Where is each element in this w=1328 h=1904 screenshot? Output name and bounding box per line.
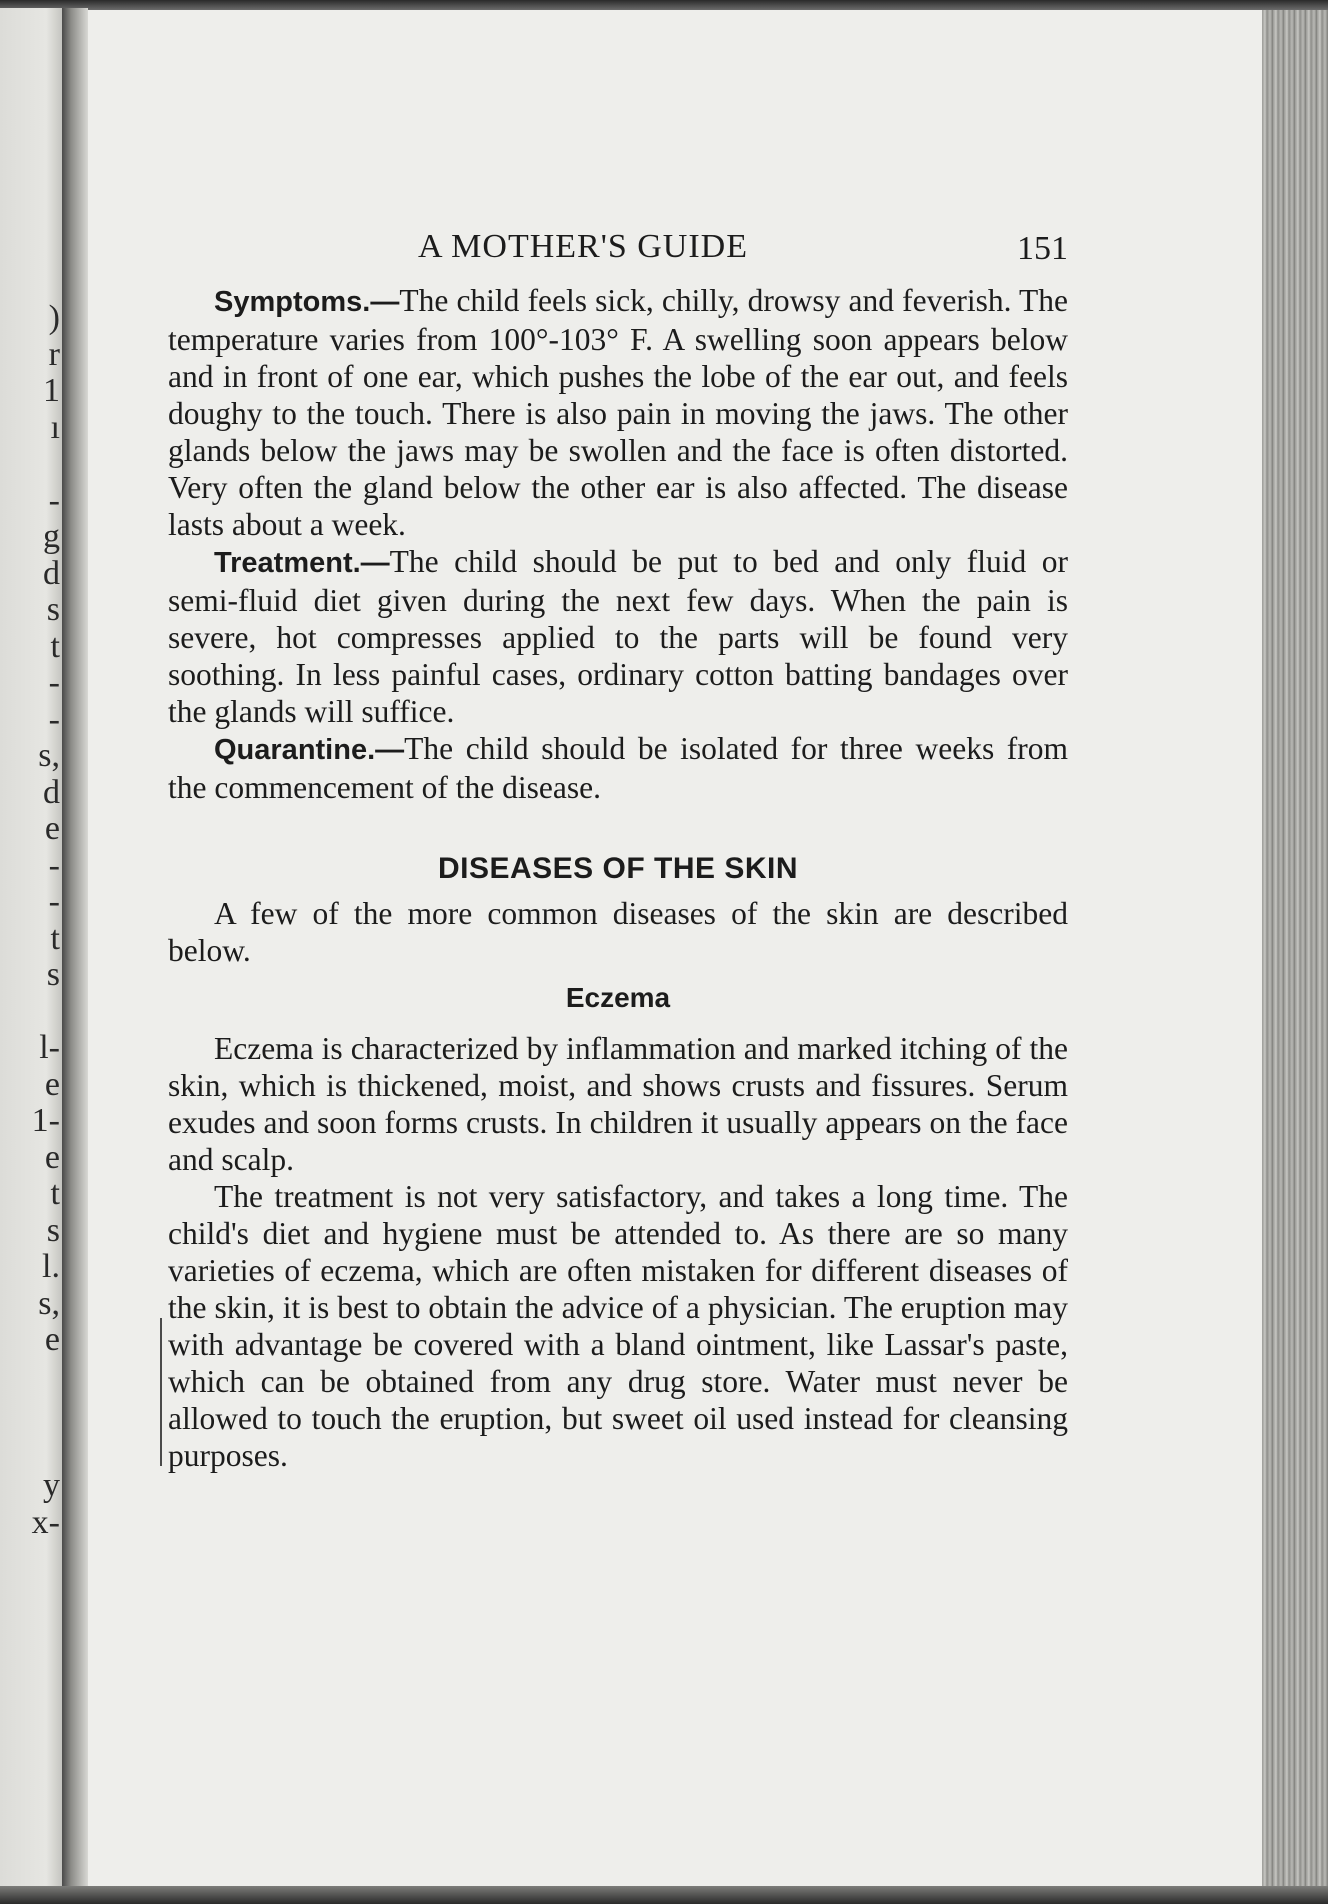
previous-page-fragment: l- bbox=[39, 1030, 60, 1066]
previous-page-fragment bbox=[0, 191, 60, 228]
previous-page-fragment bbox=[0, 1432, 60, 1469]
previous-page-fragment bbox=[0, 994, 60, 1031]
page-number: 151 bbox=[1017, 230, 1068, 267]
running-head bbox=[168, 226, 1068, 276]
previous-page-fragment bbox=[0, 8, 60, 45]
previous-page-fragment bbox=[0, 1359, 60, 1396]
quarantine-paragraph bbox=[168, 730, 1068, 806]
previous-page-fragment: d bbox=[43, 774, 60, 811]
previous-page-fragment: g bbox=[43, 519, 60, 555]
previous-page-fragment: d bbox=[43, 555, 60, 592]
previous-page-fragment: e bbox=[44, 1139, 60, 1176]
scan-bottom-edge bbox=[0, 1886, 1328, 1904]
previous-page-fragment bbox=[0, 154, 60, 191]
previous-page-fragment: - bbox=[48, 665, 60, 701]
previous-page-fragment: ) bbox=[48, 300, 60, 336]
symptoms-paragraph bbox=[168, 282, 1068, 543]
previous-page-fragment: - bbox=[48, 701, 60, 738]
previous-page-fragment: s bbox=[46, 592, 60, 628]
quarantine-text: The child should be isolated for three weeks from the commencement of the disease. bbox=[168, 731, 1068, 805]
previous-page-fragment: e bbox=[44, 1322, 60, 1358]
previous-page-fragment: l. bbox=[42, 1249, 60, 1285]
previous-page-fragment: s, bbox=[38, 1285, 60, 1322]
page-content bbox=[168, 226, 1068, 1474]
previous-page-fragment: r bbox=[48, 336, 60, 373]
eczema-subheading: Eczema bbox=[565, 982, 671, 1013]
previous-page-fragment bbox=[0, 264, 60, 301]
previous-page-sliver bbox=[0, 8, 66, 1888]
previous-page-fragment: ı bbox=[50, 409, 60, 446]
previous-page-fragment: y bbox=[43, 1468, 60, 1504]
previous-page-fragment bbox=[0, 446, 60, 483]
previous-page-fragment: - bbox=[48, 847, 60, 884]
previous-page-fragment bbox=[0, 227, 60, 264]
scan-top-edge bbox=[0, 0, 1328, 10]
previous-page-fragment: t bbox=[50, 1176, 60, 1212]
symptoms-label: Symptoms.— bbox=[214, 286, 400, 318]
previous-page-fragment: - bbox=[48, 884, 60, 920]
eczema-paragraph-1: Eczema is characterized by inflammation and marked itching of the skin, which is thickened, moist, and shows crusts and fissures. Serum exudes and soon forms crusts. In children it usually appears on the face and scalp. bbox=[168, 1031, 1068, 1177]
previous-page-fragment bbox=[0, 81, 60, 118]
previous-page-fragment: e bbox=[44, 1066, 60, 1103]
previous-page-fragment: - bbox=[48, 482, 60, 519]
previous-page-fragment bbox=[0, 1395, 60, 1432]
previous-page-fragment: t bbox=[50, 920, 60, 957]
treatment-paragraph bbox=[168, 543, 1068, 730]
treatment-label: Treatment.— bbox=[214, 547, 390, 579]
previous-page-fragment: 1- bbox=[31, 1103, 60, 1139]
eczema-paragraph-2: The treatment is not very satisfactory, and takes a long time. The child's diet and hygiene must be attended to. As there are so many varieties of eczema, which are often mistaken for different diseases of the skin, it is best to obtain the advice of a physician. The eruption may with advantage be covered with a bland ointment, like Lassar's paste, which can be obtained from any drug store. Water must never be allowed to touch the eruption, but sweet oil used instead for cleansing purposes. bbox=[168, 1179, 1068, 1473]
previous-page-fragment: s bbox=[46, 1212, 60, 1249]
section-heading: DISEASES OF THE SKIN bbox=[437, 852, 799, 885]
previous-page-fragment bbox=[0, 118, 60, 155]
previous-page-text-fragments bbox=[0, 8, 60, 1541]
quarantine-label: Quarantine.— bbox=[214, 734, 405, 766]
previous-page-fragment: e bbox=[44, 811, 60, 847]
previous-page-fragment: s, bbox=[38, 738, 60, 774]
book-gutter bbox=[62, 8, 88, 1888]
previous-page-fragment: s bbox=[46, 957, 60, 993]
treatment-text: The child should be put to bed and only fluid or semi-fluid diet given during the next few days. When the pain is severe, hot compresses applied to the parts will be found very soothing. In less painful cases, ordinary cotton batting bandages over the glands will suffice. bbox=[168, 544, 1068, 729]
previous-page-fragment: 1 bbox=[43, 373, 60, 409]
margin-rule bbox=[160, 1318, 162, 1466]
page-stack-edge bbox=[1262, 10, 1328, 1890]
running-head-title: A MOTHER'S GUIDE bbox=[417, 228, 749, 265]
symptoms-text: The child feels sick, chilly, drowsy and feverish. The temperature varies from 100°-103° F. A swelling soon appears below and in front of one ear, which pushes the lobe of the ear out, and feels doughy to the touch. There is also pain in moving the jaws. The other glands below the jaws may be swollen and the face is often distorted. Very often the gland below the other ear is also affected. The disease lasts about a week. bbox=[168, 283, 1068, 542]
previous-page-fragment bbox=[0, 45, 60, 82]
previous-page-fragment: t bbox=[50, 628, 60, 665]
previous-page-fragment: x- bbox=[31, 1504, 60, 1541]
section-intro: A few of the more common diseases of the skin are described below. bbox=[168, 896, 1068, 968]
